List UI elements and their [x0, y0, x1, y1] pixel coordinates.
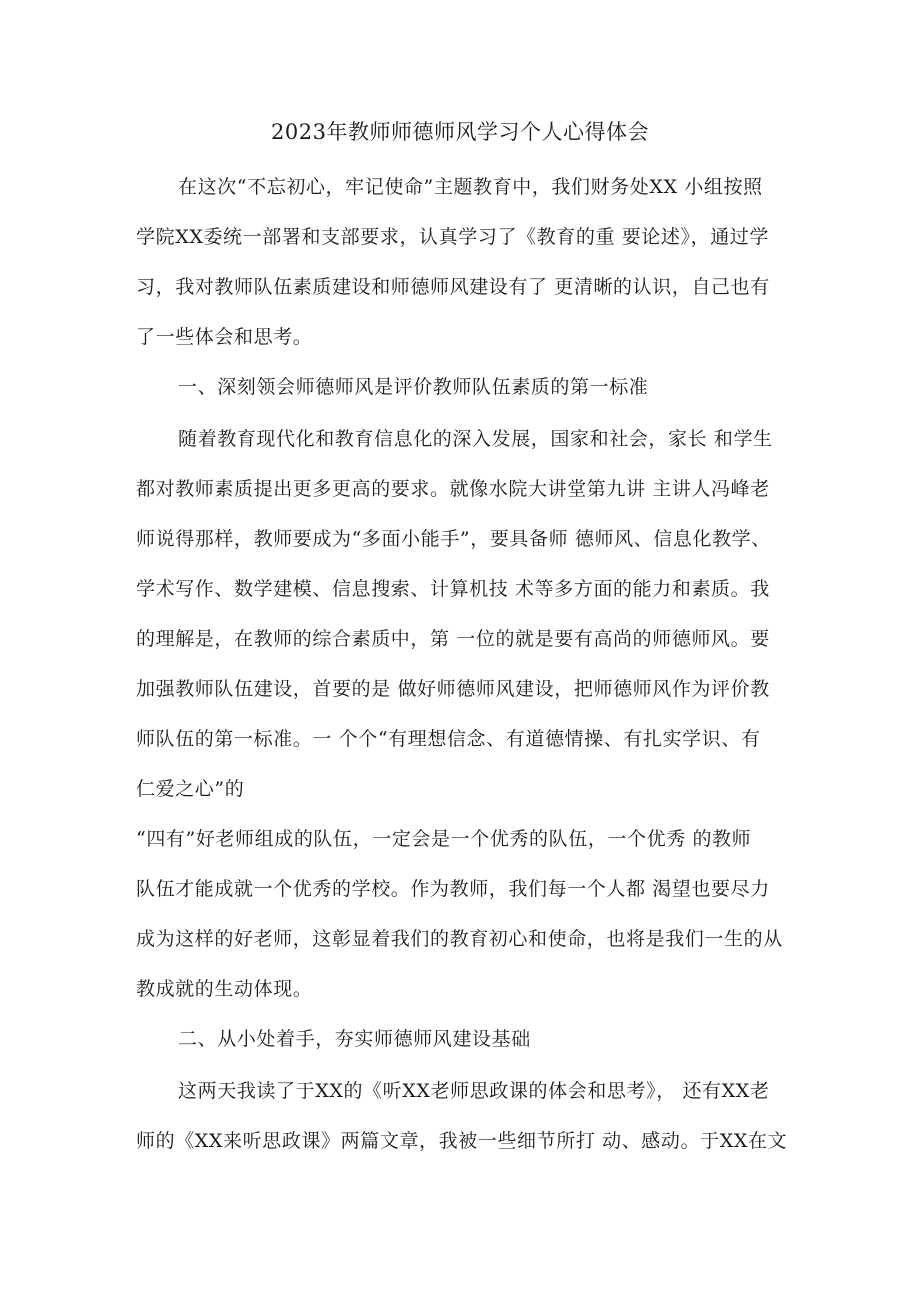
- paragraph-line: 加强教师队伍建设，首要的是 做好师德师风建设，把师德师风作为评价教: [136, 678, 770, 700]
- paragraph-line: 了一些体会和思考。: [136, 326, 313, 348]
- paragraph-line: 成为这样的好老师，这彰显着我们的教育初心和使命，也将是我们一生的从: [136, 928, 783, 950]
- paragraph-line: 师说得那样，教师要成为“多面小能手”，要具备师 德师风、信息化教学、: [136, 528, 771, 550]
- document-title: 2023年教师师德师风学习个人心得体会: [271, 120, 649, 144]
- paragraph-line: 习，我对教师队伍素质建设和师德师风建设有了 更清晰的认识，自己也有: [136, 276, 770, 298]
- section-heading-1: 一、深刻领会师德师风是评价教师队伍素质的第一标准: [178, 376, 649, 398]
- paragraph-line: 学院XX委统一部署和支部要求，认真学习了《教育的重 要论述》，通过学: [136, 226, 769, 248]
- paragraph-line: “四有”好老师组成的队伍，一定会是一个优秀的队伍，一个优秀 的教师: [136, 828, 752, 850]
- paragraph-line: 仁爱之心”的: [136, 778, 245, 800]
- paragraph-line: 在这次“不忘初心，牢记使命”主题教育中，我们财务处XX 小组按照: [178, 176, 763, 198]
- paragraph-line: 随着教育现代化和教育信息化的深入发展，国家和社会，家长 和学生: [178, 428, 773, 450]
- paragraph-line: 都对教师素质提出更多更高的要求。就像水院大讲堂第九讲 主讲人冯峰老: [136, 478, 770, 500]
- paragraph-line: 队伍才能成就一个优秀的学校。作为教师，我们每一个人都 渴望也要尽力: [136, 878, 770, 900]
- paragraph-line: 的理解是，在教师的综合素质中，第 一位的就是要有高尚的师德师风。要: [136, 628, 770, 650]
- paragraph-line: 这两天我读了于XX的《听XX老师思政课的体会和思考》， 还有XX老: [178, 1080, 770, 1102]
- section-heading-2: 二、从小处着手，夯实师德师风建设基础: [178, 1028, 531, 1050]
- paragraph-line: 学术写作、数学建模、信息搜索、计算机技 术等多方面的能力和素质。我: [136, 578, 770, 600]
- paragraph-line: 师队伍的第一标准。一 个个“有理想信念、有道德情操、有扎实学识、有: [136, 728, 761, 750]
- paragraph-line: 师的《XX来听思政课》两篇文章，我被一些细节所打 动、感动。于XX在文: [136, 1130, 788, 1152]
- paragraph-line: 教成就的生动体现。: [136, 978, 313, 1000]
